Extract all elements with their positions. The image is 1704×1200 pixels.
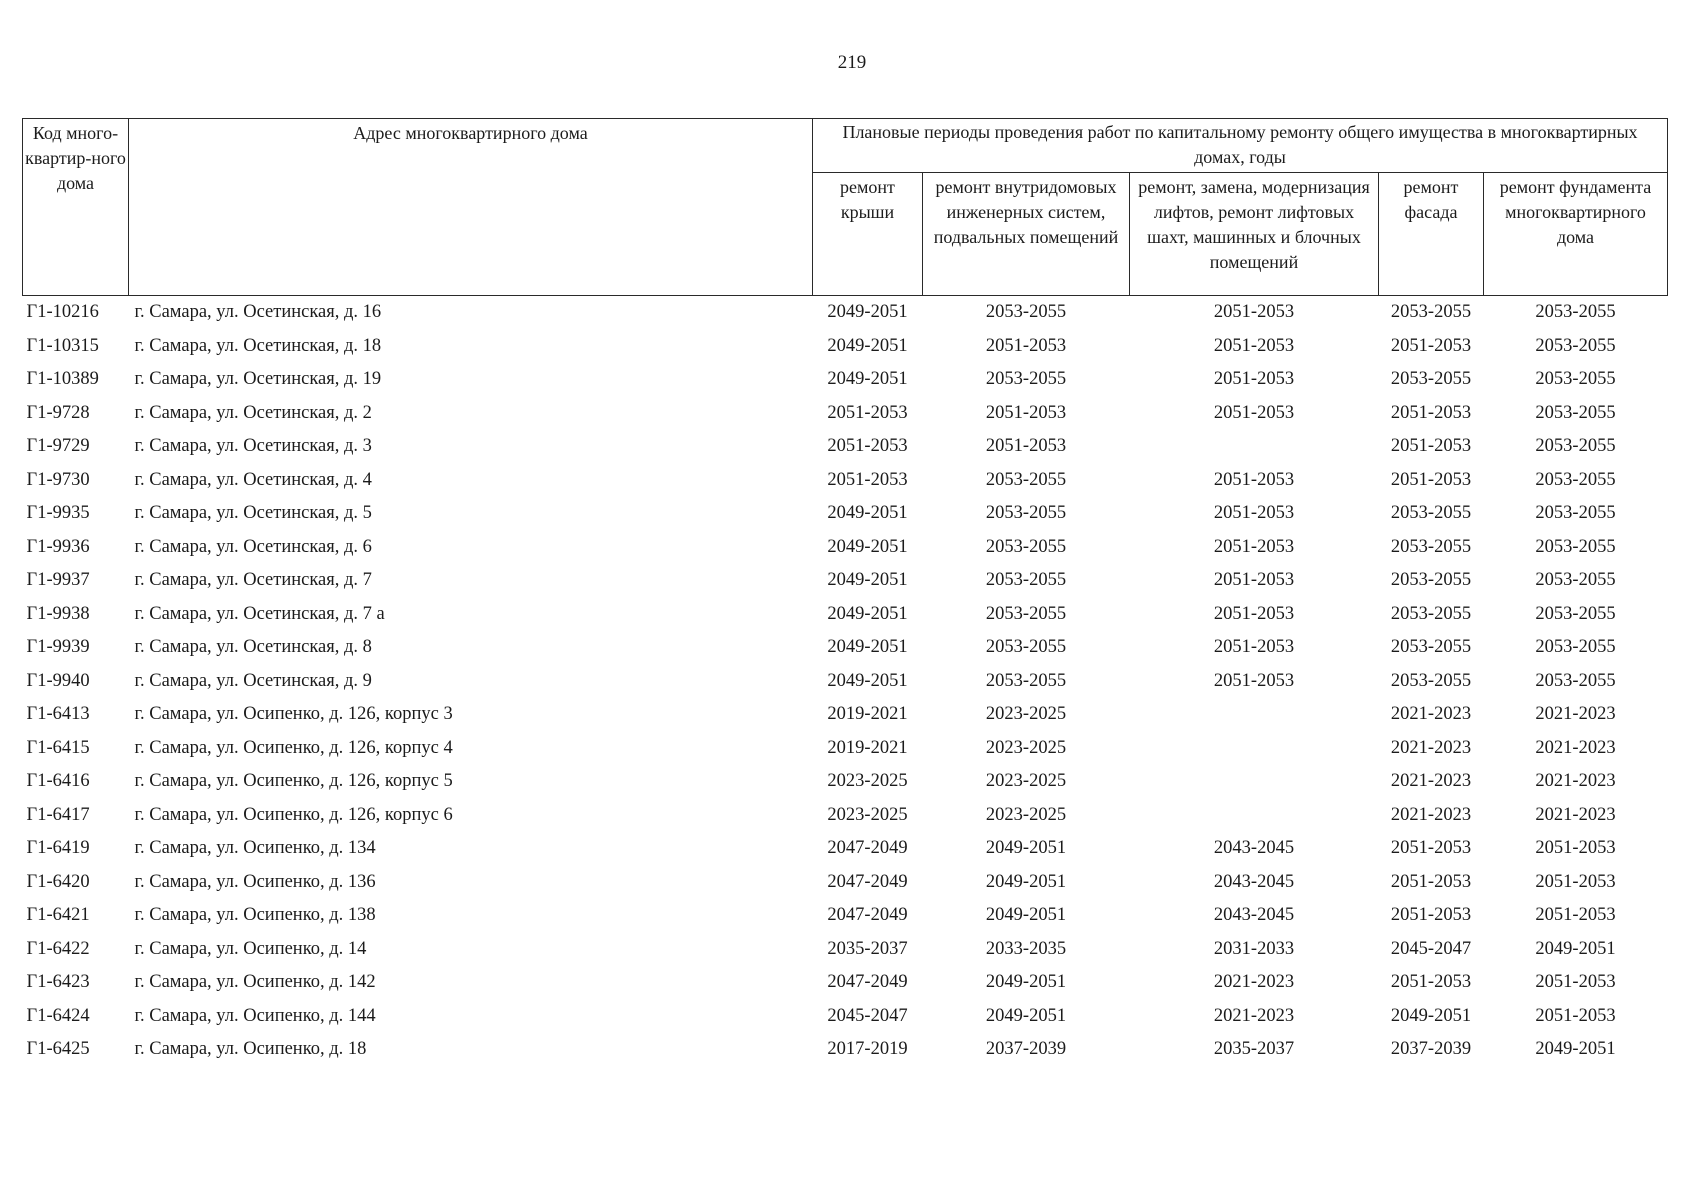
cell-facade-period: 2053-2055 <box>1390 503 1472 524</box>
cell-roof-period: 2019-2021 <box>827 704 908 725</box>
cell-building-code: Г1-10389 <box>26 369 99 390</box>
cell-roof-period: 2023-2025 <box>827 804 908 825</box>
cell-lifts-period: 2051-2053 <box>1213 536 1295 557</box>
cell-facade-period: 2053-2055 <box>1390 302 1472 323</box>
cell-roof-period: 2047-2049 <box>827 838 908 859</box>
header-planned-periods: Плановые периоды проведения работ по капитальному ремонту общего имущества в многоквартирных домах, годы <box>813 119 1668 173</box>
cell-facade-period: 2051-2053 <box>1390 905 1472 926</box>
cell-foundation-period: 2053-2055 <box>1535 335 1616 356</box>
cell-lifts-period: 2051-2053 <box>1213 469 1295 490</box>
cell-engineering-period: 2053-2055 <box>985 637 1067 658</box>
table-row <box>23 832 1668 866</box>
capital-repair-table <box>22 118 1668 1067</box>
cell-foundation-period: 2053-2055 <box>1535 637 1616 658</box>
cell-roof-period: 2035-2037 <box>827 938 908 959</box>
table-row <box>23 397 1668 431</box>
cell-engineering-period: 2051-2053 <box>985 436 1067 457</box>
table-row <box>23 330 1668 364</box>
cell-engineering-period: 2033-2035 <box>985 938 1067 959</box>
header-foundation-repair: ремонт фундамента многоквартирного дома <box>1484 173 1668 296</box>
cell-address: г. Самара, ул. Осипенко, д. 126, корпус 3 <box>134 704 453 725</box>
cell-engineering-period: 2049-2051 <box>985 871 1067 892</box>
cell-address: г. Самара, ул. Осетинская, д. 18 <box>134 335 382 356</box>
cell-foundation-period: 2053-2055 <box>1535 536 1616 557</box>
cell-foundation-period: 2049-2051 <box>1535 938 1616 959</box>
cell-address: г. Самара, ул. Осетинская, д. 16 <box>134 302 382 323</box>
cell-address: г. Самара, ул. Осипенко, д. 138 <box>134 905 376 926</box>
cell-facade-period: 2051-2053 <box>1390 469 1472 490</box>
cell-building-code: Г1-6422 <box>26 938 90 959</box>
cell-engineering-period: 2023-2025 <box>985 804 1067 825</box>
cell-address: г. Самара, ул. Осипенко, д. 126, корпус 5 <box>134 771 453 792</box>
cell-engineering-period: 2049-2051 <box>985 1005 1067 1026</box>
cell-engineering-period: 2053-2055 <box>985 302 1067 323</box>
cell-lifts-period: 2051-2053 <box>1213 335 1295 356</box>
cell-facade-period: 2021-2023 <box>1390 771 1472 792</box>
cell-engineering-period: 2053-2055 <box>985 570 1067 591</box>
table-body <box>23 296 1668 1067</box>
cell-lifts-period: 2051-2053 <box>1213 503 1295 524</box>
header-engineering-systems-repair: ремонт внутридомовых инженерных систем, подвальных помещений <box>923 173 1130 296</box>
cell-address: г. Самара, ул. Осетинская, д. 19 <box>134 369 382 390</box>
cell-building-code: Г1-9940 <box>26 670 90 691</box>
cell-facade-period: 2053-2055 <box>1390 570 1472 591</box>
cell-foundation-period: 2051-2053 <box>1535 838 1616 859</box>
cell-engineering-period: 2049-2051 <box>985 972 1067 993</box>
cell-address: г. Самара, ул. Осетинская, д. 2 <box>134 402 372 423</box>
cell-facade-period: 2021-2023 <box>1390 804 1472 825</box>
cell-engineering-period: 2051-2053 <box>985 402 1067 423</box>
cell-foundation-period: 2053-2055 <box>1535 570 1616 591</box>
cell-foundation-period: 2053-2055 <box>1535 603 1616 624</box>
cell-foundation-period: 2051-2053 <box>1535 871 1616 892</box>
cell-lifts-period: 2031-2033 <box>1213 938 1295 959</box>
cell-facade-period: 2051-2053 <box>1390 436 1472 457</box>
cell-foundation-period: 2053-2055 <box>1535 302 1616 323</box>
cell-address: г. Самара, ул. Осетинская, д. 9 <box>134 670 372 691</box>
cell-facade-period: 2051-2053 <box>1390 972 1472 993</box>
cell-lifts-period: 2035-2037 <box>1213 1039 1295 1060</box>
cell-foundation-period: 2051-2053 <box>1535 905 1616 926</box>
cell-address: г. Самара, ул. Осипенко, д. 136 <box>134 871 376 892</box>
cell-engineering-period: 2053-2055 <box>985 670 1067 691</box>
cell-address: г. Самара, ул. Осетинская, д. 8 <box>134 637 372 658</box>
cell-address: г. Самара, ул. Осетинская, д. 7 <box>134 570 372 591</box>
cell-building-code: Г1-6417 <box>26 804 90 825</box>
cell-roof-period: 2049-2051 <box>827 302 908 323</box>
cell-foundation-period: 2053-2055 <box>1535 469 1616 490</box>
cell-lifts-period: 2043-2045 <box>1213 871 1295 892</box>
cell-building-code: Г1-6420 <box>26 871 90 892</box>
cell-address: г. Самара, ул. Осетинская, д. 7 а <box>134 603 385 624</box>
table-row <box>23 899 1668 933</box>
cell-roof-period: 2047-2049 <box>827 871 908 892</box>
cell-lifts-period: 2021-2023 <box>1213 1005 1295 1026</box>
cell-roof-period: 2049-2051 <box>827 369 908 390</box>
cell-roof-period: 2049-2051 <box>827 536 908 557</box>
cell-building-code: Г1-9728 <box>26 402 90 423</box>
cell-foundation-period: 2053-2055 <box>1535 503 1616 524</box>
cell-building-code: Г1-9935 <box>26 503 90 524</box>
cell-facade-period: 2053-2055 <box>1390 369 1472 390</box>
cell-foundation-period: 2051-2053 <box>1535 1005 1616 1026</box>
table-header <box>23 119 1668 296</box>
cell-engineering-period: 2049-2051 <box>985 905 1067 926</box>
cell-address: г. Самара, ул. Осетинская, д. 4 <box>134 469 372 490</box>
cell-engineering-period: 2051-2053 <box>985 335 1067 356</box>
cell-roof-period: 2047-2049 <box>827 972 908 993</box>
cell-engineering-period: 2053-2055 <box>985 469 1067 490</box>
cell-foundation-period: 2053-2055 <box>1535 402 1616 423</box>
cell-roof-period: 2017-2019 <box>827 1039 908 1060</box>
cell-building-code: Г1-6424 <box>26 1005 90 1026</box>
cell-lifts-period <box>1130 732 1379 766</box>
cell-building-code: Г1-10315 <box>26 335 99 356</box>
cell-building-code: Г1-6421 <box>26 905 90 926</box>
header-lifts-repair: ремонт, замена, модернизация лифтов, ремонт лифтовых шахт, машинных и блочных помещений <box>1130 173 1379 296</box>
cell-facade-period: 2053-2055 <box>1390 670 1472 691</box>
table-row <box>23 966 1668 1000</box>
header-roof-repair: ремонт крыши <box>813 173 923 296</box>
cell-engineering-period: 2023-2025 <box>985 737 1067 758</box>
page-number: 219 <box>837 52 867 73</box>
cell-foundation-period: 2021-2023 <box>1535 771 1616 792</box>
cell-facade-period: 2021-2023 <box>1390 737 1472 758</box>
cell-engineering-period: 2053-2055 <box>985 536 1067 557</box>
cell-lifts-period: 2051-2053 <box>1213 637 1295 658</box>
cell-foundation-period: 2053-2055 <box>1535 369 1616 390</box>
cell-engineering-period: 2053-2055 <box>985 503 1067 524</box>
cell-roof-period: 2019-2021 <box>827 737 908 758</box>
table-row <box>23 531 1668 565</box>
cell-building-code: Г1-6419 <box>26 838 90 859</box>
cell-roof-period: 2047-2049 <box>827 905 908 926</box>
table-row <box>23 598 1668 632</box>
cell-address: г. Самара, ул. Осипенко, д. 142 <box>134 972 376 993</box>
table-row <box>23 1000 1668 1034</box>
cell-facade-period: 2051-2053 <box>1390 335 1472 356</box>
cell-address: г. Самара, ул. Осетинская, д. 5 <box>134 503 372 524</box>
cell-foundation-period: 2021-2023 <box>1535 704 1616 725</box>
cell-lifts-period: 2051-2053 <box>1213 603 1295 624</box>
header-address: Адрес многоквартирного дома <box>129 119 813 296</box>
cell-foundation-period: 2049-2051 <box>1535 1039 1616 1060</box>
cell-building-code: Г1-10216 <box>26 302 99 323</box>
header-facade-repair: ремонт фасада <box>1379 173 1484 296</box>
table-row <box>23 698 1668 732</box>
cell-roof-period: 2049-2051 <box>827 637 908 658</box>
table-row <box>23 799 1668 833</box>
cell-engineering-period: 2037-2039 <box>985 1039 1067 1060</box>
cell-building-code: Г1-6416 <box>26 771 90 792</box>
cell-address: г. Самара, ул. Осипенко, д. 18 <box>134 1039 367 1060</box>
cell-engineering-period: 2023-2025 <box>985 704 1067 725</box>
cell-lifts-period: 2051-2053 <box>1213 369 1295 390</box>
cell-foundation-period: 2053-2055 <box>1535 436 1616 457</box>
cell-address: г. Самара, ул. Осипенко, д. 134 <box>134 838 376 859</box>
cell-building-code: Г1-9939 <box>26 637 90 658</box>
cell-building-code: Г1-9730 <box>26 469 90 490</box>
header-building-code: Код много-квартир-ного дома <box>23 119 129 296</box>
cell-building-code: Г1-9729 <box>26 436 90 457</box>
cell-address: г. Самара, ул. Осипенко, д. 14 <box>134 938 367 959</box>
cell-building-code: Г1-6423 <box>26 972 90 993</box>
table-row <box>23 296 1668 330</box>
cell-roof-period: 2051-2053 <box>827 402 908 423</box>
cell-building-code: Г1-6425 <box>26 1039 90 1060</box>
cell-building-code: Г1-6415 <box>26 737 90 758</box>
table-row <box>23 363 1668 397</box>
cell-building-code: Г1-9937 <box>26 570 90 591</box>
capital-repair-table-container <box>22 118 1667 1067</box>
cell-lifts-period: 2051-2053 <box>1213 402 1295 423</box>
cell-address: г. Самара, ул. Осипенко, д. 126, корпус 6 <box>134 804 453 825</box>
cell-engineering-period: 2049-2051 <box>985 838 1067 859</box>
cell-engineering-period: 2053-2055 <box>985 603 1067 624</box>
table-row <box>23 933 1668 967</box>
table-row <box>23 665 1668 699</box>
cell-building-code: Г1-9938 <box>26 603 90 624</box>
cell-lifts-period: 2043-2045 <box>1213 838 1295 859</box>
cell-engineering-period: 2023-2025 <box>985 771 1067 792</box>
cell-roof-period: 2045-2047 <box>827 1005 908 1026</box>
cell-address: г. Самара, ул. Осетинская, д. 3 <box>134 436 372 457</box>
cell-lifts-period <box>1130 698 1379 732</box>
cell-facade-period: 2051-2053 <box>1390 838 1472 859</box>
table-row <box>23 564 1668 598</box>
table-row <box>23 430 1668 464</box>
cell-roof-period: 2049-2051 <box>827 503 908 524</box>
cell-facade-period: 2037-2039 <box>1390 1039 1472 1060</box>
cell-engineering-period: 2053-2055 <box>985 369 1067 390</box>
cell-foundation-period: 2021-2023 <box>1535 737 1616 758</box>
cell-facade-period: 2053-2055 <box>1390 637 1472 658</box>
cell-facade-period: 2053-2055 <box>1390 536 1472 557</box>
cell-lifts-period: 2051-2053 <box>1213 670 1295 691</box>
table-row <box>23 631 1668 665</box>
cell-address: г. Самара, ул. Осетинская, д. 6 <box>134 536 372 557</box>
cell-facade-period: 2051-2053 <box>1390 402 1472 423</box>
cell-roof-period: 2051-2053 <box>827 436 908 457</box>
cell-lifts-period: 2051-2053 <box>1213 302 1295 323</box>
cell-lifts-period: 2043-2045 <box>1213 905 1295 926</box>
table-row <box>23 497 1668 531</box>
cell-foundation-period: 2053-2055 <box>1535 670 1616 691</box>
cell-address: г. Самара, ул. Осипенко, д. 126, корпус 4 <box>134 737 453 758</box>
cell-roof-period: 2049-2051 <box>827 570 908 591</box>
cell-lifts-period <box>1130 765 1379 799</box>
cell-facade-period: 2021-2023 <box>1390 704 1472 725</box>
cell-facade-period: 2049-2051 <box>1390 1005 1472 1026</box>
table-row <box>23 765 1668 799</box>
cell-facade-period: 2053-2055 <box>1390 603 1472 624</box>
cell-building-code: Г1-6413 <box>26 704 90 725</box>
cell-lifts-period <box>1130 799 1379 833</box>
cell-roof-period: 2049-2051 <box>827 335 908 356</box>
cell-building-code: Г1-9936 <box>26 536 90 557</box>
table-row <box>23 866 1668 900</box>
cell-foundation-period: 2021-2023 <box>1535 804 1616 825</box>
table-row <box>23 464 1668 498</box>
cell-foundation-period: 2051-2053 <box>1535 972 1616 993</box>
cell-facade-period: 2045-2047 <box>1390 938 1472 959</box>
table-row <box>23 732 1668 766</box>
cell-roof-period: 2023-2025 <box>827 771 908 792</box>
cell-facade-period: 2051-2053 <box>1390 871 1472 892</box>
table-row <box>23 1033 1668 1067</box>
cell-address: г. Самара, ул. Осипенко, д. 144 <box>134 1005 376 1026</box>
cell-lifts-period: 2021-2023 <box>1213 972 1295 993</box>
cell-roof-period: 2051-2053 <box>827 469 908 490</box>
cell-lifts-period: 2051-2053 <box>1213 570 1295 591</box>
cell-roof-period: 2049-2051 <box>827 670 908 691</box>
cell-roof-period: 2049-2051 <box>827 603 908 624</box>
cell-lifts-period <box>1130 430 1379 464</box>
